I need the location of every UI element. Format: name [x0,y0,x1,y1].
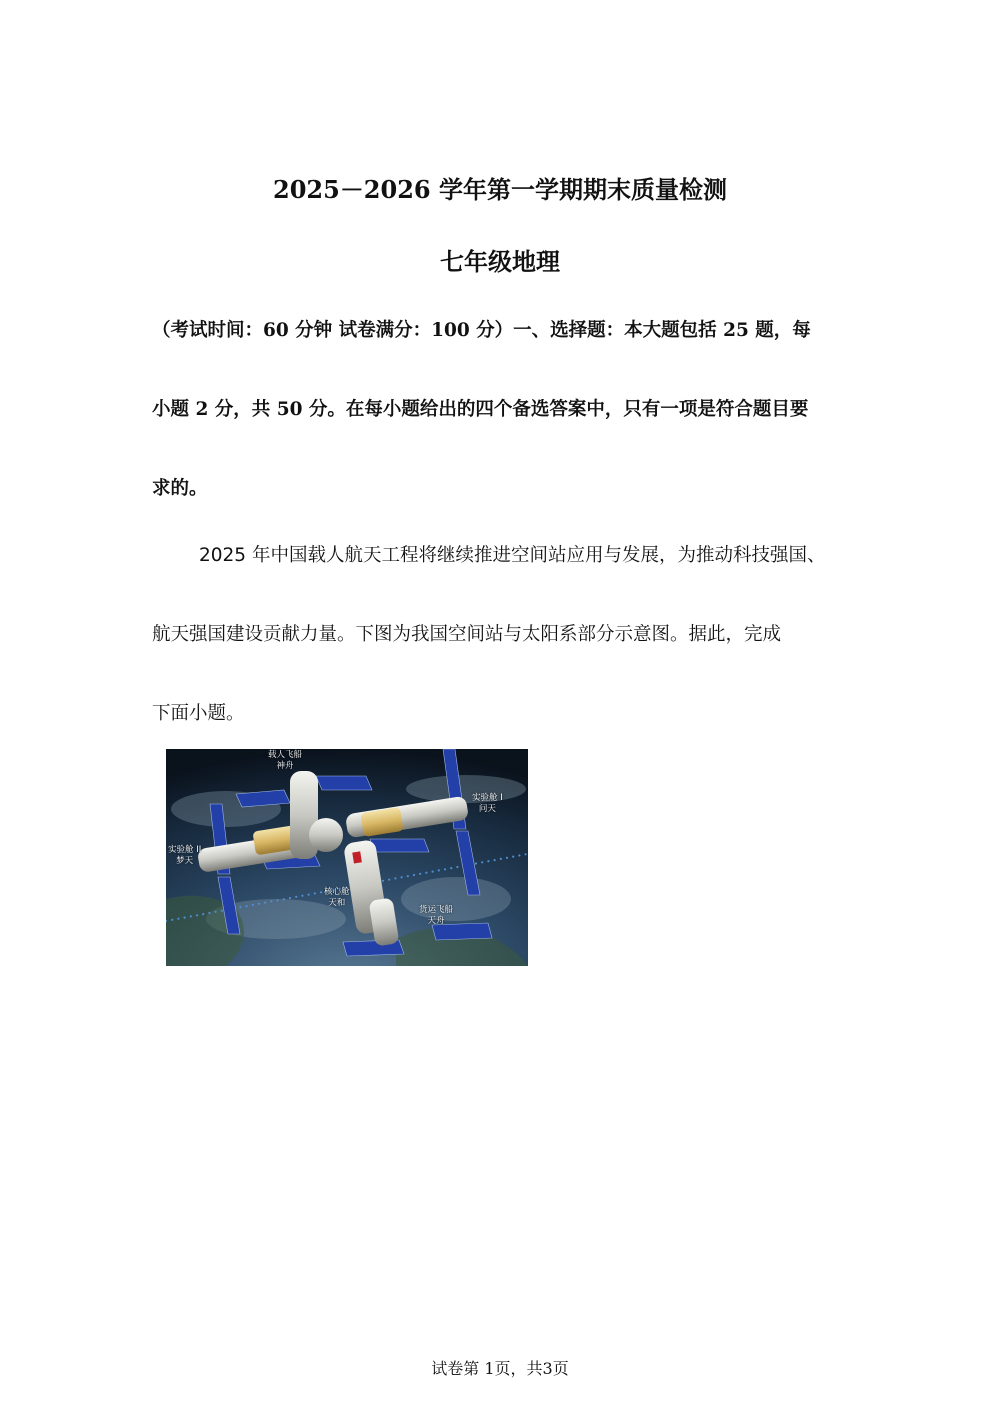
orbit-dot [407,875,409,877]
orbit-dot [314,892,316,894]
instructions-line-3: 求的。 [152,478,208,499]
orbit-dot [506,857,508,859]
orbit-dot [283,898,285,900]
orbit-dot [444,868,446,870]
orbit-dot [295,896,297,898]
orbit-dot [202,913,204,915]
orbit-dot [252,904,254,906]
orbit-dot [264,902,266,904]
orbit-dot [246,905,248,907]
orbit-dot [301,895,303,897]
orbit-dot [171,919,173,921]
orbit-dot [382,880,384,882]
orbit-dot [208,912,210,914]
orbit-dot [487,860,489,862]
instructions-line-1: （考试时间：60 分钟 试卷满分：100 分）一、选择题：本大题包括 25 题，每 [152,320,811,341]
orbit-dot [308,894,310,896]
orbit-dot [196,914,198,916]
orbit-dot [320,891,322,893]
orbit-dot [512,856,514,858]
orbit-dot [221,910,223,912]
label-lab-module-1: 实验舱 I 问天 [472,793,503,814]
orbit-dot [190,915,192,917]
orbit-dot [413,874,415,876]
label-cargo-ship: 货运飞船 天舟 [419,905,454,926]
page-footer: 试卷第 1页，共3页 [431,1359,569,1378]
orbit-dot [258,903,260,905]
orbit-dot [525,853,527,855]
orbit-dot [289,897,291,899]
orbit-dot [450,867,452,869]
label-core-module: 核心舱 天和 [324,887,350,908]
orbit-dot [475,862,477,864]
passage-line-1: 2025 年中国载人航天工程将继续推进空间站应用与发展，为推动科技强国、 [199,545,826,566]
orbit-dot [394,877,396,879]
orbit-dot [177,918,179,920]
label-lab-module-2: 实验舱 II 梦天 [168,845,202,866]
orbit-dot [270,900,272,902]
orbit-dot [184,917,186,919]
instructions-line-2: 小题 2 分，共 50 分。在每小题给出的四个备选答案中，只有一项是符合题目要 [152,399,809,420]
orbit-dot [419,873,421,875]
space-station-illustration [166,749,528,966]
passage-line-2: 航天强国建设贡献力量。下图为我国空间站与太阳系部分示意图。据此，完成 [152,624,782,645]
orbit-dot [432,871,434,873]
orbit-dot [438,869,440,871]
orbit-dot [500,858,502,860]
orbit-dot [494,859,496,861]
passage-line-3: 下面小题。 [152,703,245,724]
orbit-dot [481,861,483,863]
orbit-dot [518,854,520,856]
space-station-figure [166,749,528,966]
orbit-dot [425,872,427,874]
orbit-dot [215,911,217,913]
orbit-dot [277,899,279,901]
orbit-dot [456,866,458,868]
orbit-dot [239,906,241,908]
orbit-dot [388,879,390,881]
exam-subtitle: 七年级地理 [440,247,560,276]
label-crew-ship: 载人飞船 神舟 [268,750,303,771]
exam-title: 2025－2026 学年第一学期期末质量检测 [273,175,727,204]
orbit-dot [401,876,403,878]
